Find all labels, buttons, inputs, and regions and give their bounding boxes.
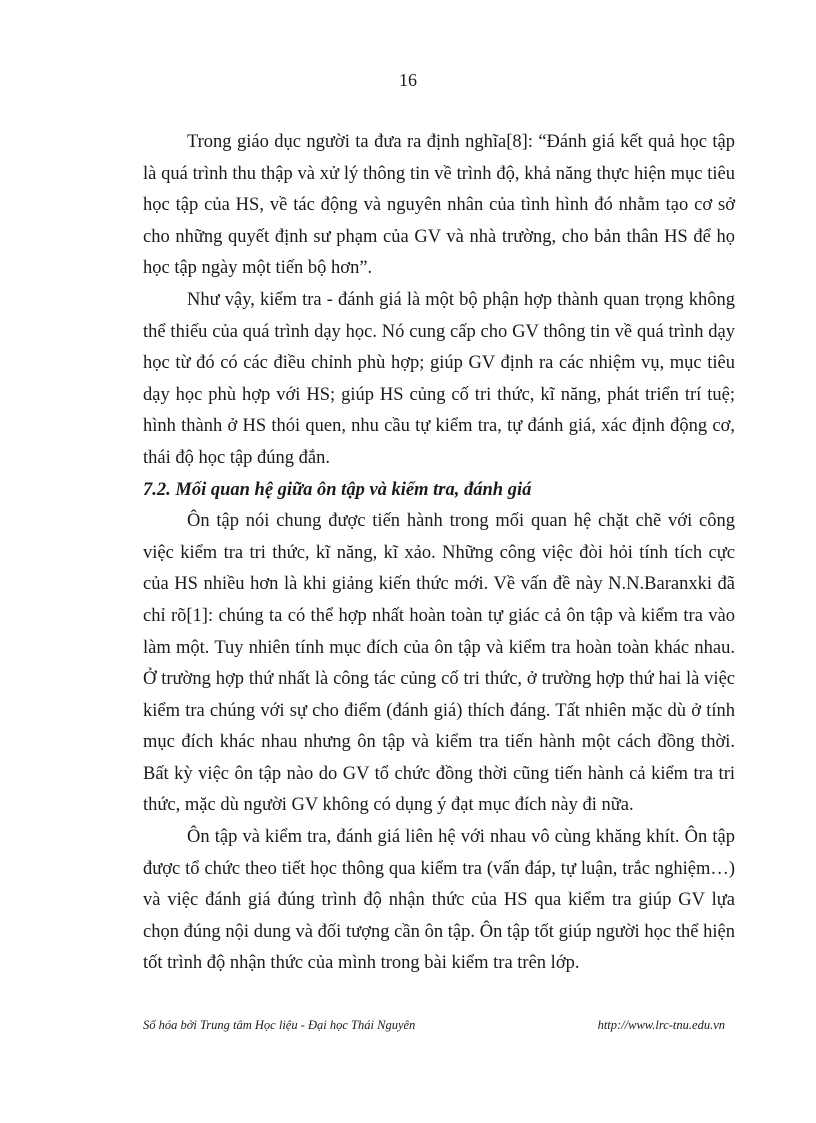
page-number: 16	[399, 70, 417, 90]
document-body	[143, 127, 735, 980]
section-heading: 7.2. Mối quan hệ giữa ôn tập và kiểm tra, đánh giá	[143, 479, 532, 500]
footer-source: Số hóa bởi Trung tâm Học liệu - Đại học Thái Nguyên	[143, 1018, 416, 1032]
paragraph: Như vậy, kiểm tra - đánh giá là một bộ phận hợp thành quan trọng không thể thiếu của quá trình dạy học. Nó cung cấp cho GV thông tin về quá trình dạy học từ đó có các điều chỉnh phù hợp; giúp GV định ra các nhiệm vụ, mục tiêu dạy học phù hợp với HS; giúp HS củng cố tri thức, kĩ năng, phát triển trí tuệ; hình thành ở HS thói quen, nhu cầu tự kiểm tra, tự đánh giá, xác định động cơ, thái độ học tập đúng đắn.	[143, 289, 735, 468]
paragraph: Ôn tập và kiểm tra, đánh giá liên hệ với nhau vô cùng khăng khít. Ôn tập được tổ chức theo tiết học thông qua kiểm tra (vấn đáp, tự luận, trắc nghiệm…) và việc đánh giá đúng trình độ nhận thức của HS qua kiểm tra giúp GV lựa chọn đúng nội dung và đối tượng cần ôn tập. Ôn tập tốt giúp người học thể hiện tốt trình độ nhận thức của mình trong bài kiểm tra trên lớp.	[143, 827, 735, 974]
paragraph: Trong giáo dục người ta đưa ra định nghĩa[8]: “Đánh giá kết quả học tập là quá trình thu thập và xử lý thông tin về trình độ, khả năng thực hiện mục tiêu học tập của HS, về tác động và nguyên nhân của tình hình đó nhằm tạo cơ sở cho những quyết định sư phạm của GV và nhà trường, cho bản thân HS để họ học tập ngày một tiến bộ hơn”.	[143, 132, 735, 279]
footer-url: http://www.lrc-tnu.edu.vn	[597, 1018, 725, 1032]
page-footer	[143, 1018, 735, 1033]
paragraph: Ôn tập nói chung được tiến hành trong mối quan hệ chặt chẽ với công việc kiểm tra tri thức, kĩ năng, kĩ xảo. Những công việc đòi hỏi tính tích cực của HS nhiều hơn là khi giảng kiến thức mới. Về vấn đề này N.N.Baranxki đã chỉ rõ[1]: chúng ta có thể hợp nhất hoàn toàn tự giác cả ôn tập và kiểm tra vào làm một. Tuy nhiên tính mục đích của ôn tập và kiểm tra hoàn toàn khác nhau. Ở trường hợp thứ nhất là công tác củng cố tri thức, ở trường hợp thứ hai là việc kiểm tra chúng với sự cho điểm (đánh giá) thích đáng. Tất nhiên mặc dù ở tính mục đích khác nhau nhưng ôn tập và kiểm tra tiến hành một cách đồng thời. Bất kỳ việc ôn tập nào do GV tổ chức đồng thời cũng tiến hành cả kiểm tra tri thức, mặc dù người GV không có dụng ý đạt mục đích này đi nữa.	[143, 511, 735, 816]
